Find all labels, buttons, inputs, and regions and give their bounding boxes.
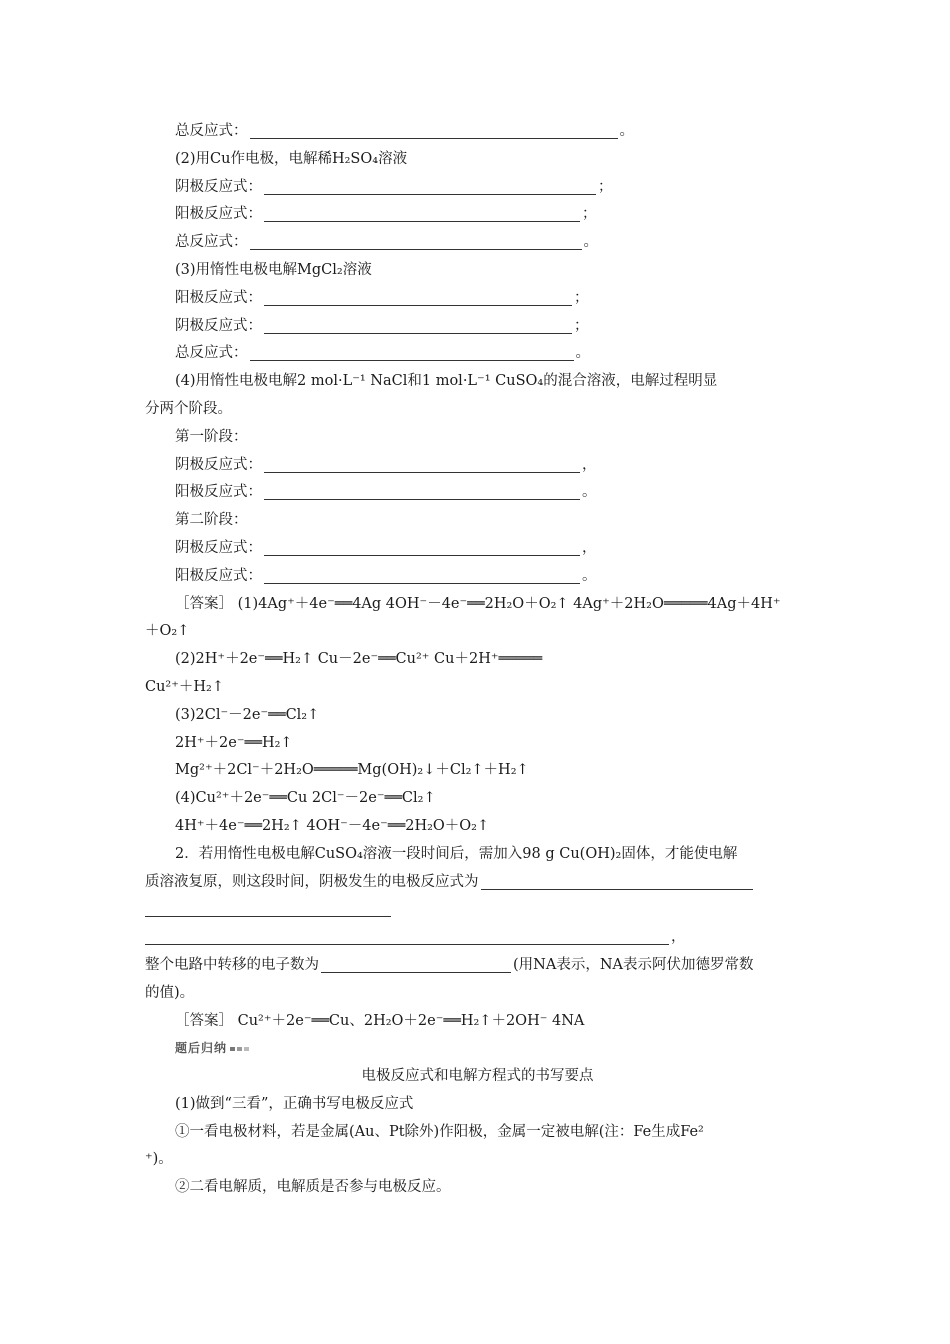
answer-blank[interactable] <box>264 315 572 334</box>
cathode-line-4a: 阴极反应式： ， <box>145 452 810 480</box>
answer-blank[interactable] <box>264 537 580 556</box>
subquestion-3: (3)用惰性电极电解MgCl₂溶液 <box>175 261 372 278</box>
stage-1-label: 第一阶段： <box>175 428 248 445</box>
anode-line-3: 阳极反应式： ； <box>145 285 810 313</box>
answer-blank[interactable] <box>145 898 391 917</box>
answer-blank[interactable] <box>264 287 572 306</box>
answer-blank[interactable] <box>481 871 753 890</box>
subquestion-4: (4)用惰性电极电解2 mol·L⁻¹ NaCl和1 mol·L⁻¹ CuSO₄的混合溶液，电解过程明显 <box>175 373 718 390</box>
answer-blank[interactable] <box>264 176 596 195</box>
badge-dots-icon <box>230 1047 252 1051</box>
answer-blank[interactable] <box>264 565 580 584</box>
answer-q2: ［答案］ Cu²⁺＋2e⁻══Cu、2H₂O＋2e⁻══H₂↑＋2OH⁻ 4NA <box>175 1012 585 1029</box>
question-2-blank-line <box>145 896 810 924</box>
answer-1-cont: ＋O₂↑ <box>145 623 190 640</box>
document-page <box>145 118 810 1202</box>
total-line-2: 总反应式： 。 <box>145 229 810 257</box>
question-2-blank-line-2: ， <box>145 924 810 952</box>
answer-blank[interactable] <box>145 926 669 945</box>
cathode-line-3: 阴极反应式： ； <box>145 313 810 341</box>
answer-blank[interactable] <box>250 120 618 139</box>
answer-blank[interactable] <box>264 454 580 473</box>
stage-2-label: 第二阶段： <box>175 512 248 529</box>
answer-3-line-2: 2H⁺＋2e⁻══H₂↑ <box>175 734 293 751</box>
answer-3-line-1: (3)2Cl⁻－2e⁻══Cl₂↑ <box>175 706 320 723</box>
summary-badge-row <box>145 1035 810 1063</box>
summary-point-1b: ②二看电解质，电解质是否参与电极反应。 <box>175 1179 451 1196</box>
question-2-cont: 质溶液复原，则这段时间，阴极发生的电极反应式为 <box>145 869 810 897</box>
subquestion-4-cont: 分两个阶段。 <box>145 400 232 417</box>
total-reaction-line-1: 总反应式： 。 <box>145 118 810 146</box>
anode-line-4a: 阳极反应式： 。 <box>145 479 810 507</box>
answer-blank[interactable] <box>250 342 574 361</box>
question-2-end: 的值)。 <box>145 984 195 1001</box>
cathode-line-4b: 阴极反应式： ， <box>145 535 810 563</box>
summary-point-1a: ①一看电极材料，若是金属(Au、Pt除外)作阳极，金属一定被电解(注：Fe生成Fe² <box>175 1123 704 1140</box>
summary-point-1a-cont: ⁺)。 <box>145 1151 173 1168</box>
anode-line-4b: 阳极反应式： 。 <box>145 563 810 591</box>
anode-line-2: 阳极反应式： ； <box>145 201 810 229</box>
answer-blank[interactable] <box>264 481 580 500</box>
answer-2-cont: Cu²⁺＋H₂↑ <box>145 678 225 695</box>
summary-point-1: (1)做到“三看”，正确书写电极反应式 <box>175 1095 414 1112</box>
answer-blank[interactable] <box>321 954 511 973</box>
summary-badge: 题后归纳 <box>175 1035 252 1063</box>
question-2: 2．若用惰性电极电解CuSO₄溶液一段时间后，需加入98 g Cu(OH)₂固体，才能使电解 <box>175 845 738 862</box>
subquestion-2: (2)用Cu作电极，电解稀H₂SO₄溶液 <box>175 150 408 167</box>
answer-3-line-3: Mg²⁺＋2Cl⁻＋2H₂O═════Mg(OH)₂↓＋Cl₂↑＋H₂↑ <box>175 762 529 779</box>
total-line-3: 总反应式： 。 <box>145 340 810 368</box>
answer-blank[interactable] <box>250 231 582 250</box>
answer-1-line: ［答案］ (1)4Ag⁺＋4e⁻══4Ag 4OH⁻－4e⁻══2H₂O＋O₂↑ 4Ag⁺＋2H₂O═════4Ag＋4H⁺ <box>175 595 781 612</box>
answer-4-line-2: 4H⁺＋4e⁻══2H₂↑ 4OH⁻－4e⁻══2H₂O＋O₂↑ <box>175 817 490 834</box>
answer-blank[interactable] <box>264 203 580 222</box>
answer-2-line: (2)2H⁺＋2e⁻══H₂↑ Cu－2e⁻══Cu²⁺ Cu＋2H⁺═════ <box>175 651 543 668</box>
question-2-electrons: 整个电路中转移的电子数为 (用NA表示，NA表示阿伏加德罗常数 <box>145 952 810 980</box>
answer-4-line-1: (4)Cu²⁺＋2e⁻══Cu 2Cl⁻－2e⁻══Cl₂↑ <box>175 790 436 807</box>
cathode-line-2: 阴极反应式： ； <box>145 174 810 202</box>
summary-heading: 电极反应式和电解方程式的书写要点 <box>361 1068 594 1085</box>
